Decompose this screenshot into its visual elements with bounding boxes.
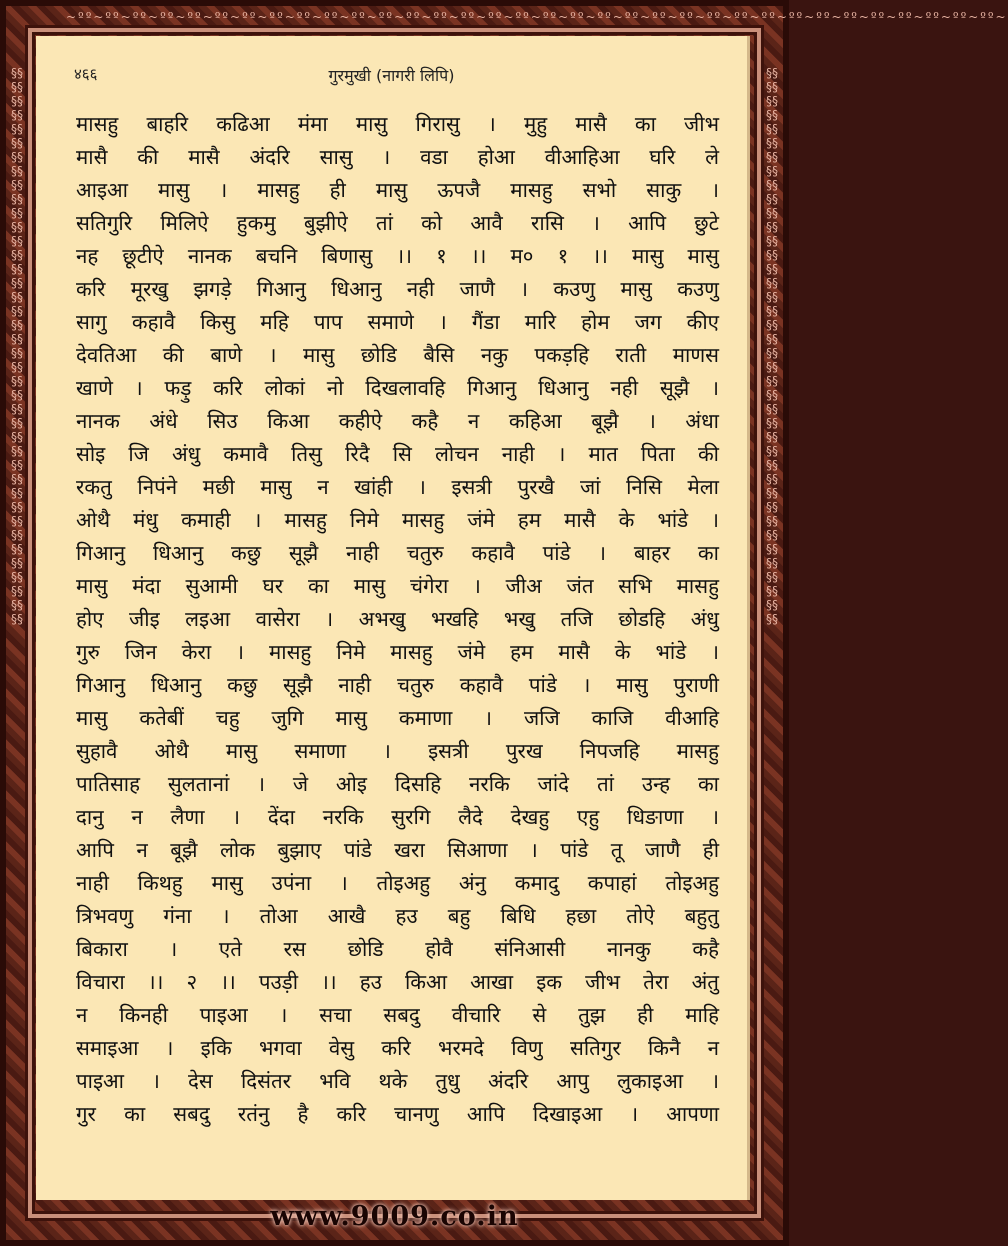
text-line: मासहु बाहरि कढिआ मंमा मासु गिरासु । मुहु मासै का जीभ bbox=[76, 112, 719, 136]
text-line: पातिसाह सुलतानां । जे ओइ दिसहि नरकि जांदे तां उन्ह का bbox=[76, 772, 719, 796]
website-url[interactable]: www.9009.co.in bbox=[270, 1201, 519, 1232]
footer bbox=[0, 1201, 789, 1240]
text-line: आपि न बूझै लोक बुझाए पांडे खरा सिआणा । पांडे तू जाणै ही bbox=[76, 838, 719, 862]
text-line: मासु कतेबीं चहु जुगि मासु कमाणा । जजि काजि वीआहि bbox=[76, 706, 719, 730]
text-line: सोइ जि अंधु कमावै तिसु रिदै सि लोचन नाही । मात पिता की bbox=[76, 442, 719, 466]
text-line: नानक अंधे सिउ किआ कहीऐ कहै न कहिआ बूझै । अंधा bbox=[76, 409, 719, 433]
text-line: मासै की मासै अंदरि सासु । वडा होआ वीआहिआ घरि ले bbox=[76, 145, 719, 169]
text-line: गिआनु धिआनु कछु सूझै नाही चतुरु कहावै पांडे । बाहर का bbox=[76, 541, 719, 565]
text-line: सागु कहावै किसु महि पाप समाणे । गैंडा मारि होम जग कीए bbox=[76, 310, 719, 334]
text-line: सतिगुरि मिलिऐ हुकमु बुझीऐ तां को आवै रासि । आपि छुटे bbox=[76, 211, 719, 235]
text-line: दानु न लैणा । देंदा नरकि सुरगि लैदे देखहु एहु धिङाणा । bbox=[76, 805, 719, 829]
text-line: रकतु निपंने मछी मासु न खांही । इसत्री पुरखै जां निसि मेला bbox=[76, 475, 719, 499]
text-line: न किनही पाइआ । सचा सबदु वीचारि से तुझ ही माहि bbox=[76, 1003, 719, 1027]
text-line: ओथै मंधु कमाही । मासहु निमे मासहु जंमे हम मासै के भांडे । bbox=[76, 508, 719, 532]
text-line: होए जीइ लइआ वासेरा । अभखु भखहि भखु तजि छोडहि अंधु bbox=[76, 607, 719, 631]
text-line: नह छूटीऐ नानक बचनि बिणासु ।। १ ।। म० १ ।। मासु मासु bbox=[76, 244, 719, 268]
frame-ornament-right: §§§§§§§§§§§§§§§§§§§§§§§§§§§§§§§§§§§§§§§§§§§§§§§§§§§§§§§§§§§§§§§§§§§§§§§§§§§§§§§§ bbox=[766, 66, 778, 626]
page-number: ४६६ bbox=[74, 65, 98, 83]
text-line: विचारा ।। २ ।। पउड़ी ।। हउ किआ आखा इक जीभ तेरा अंतु bbox=[76, 970, 719, 994]
scripture-text bbox=[76, 108, 719, 1131]
text-line: पाइआ । देस दिसंतर भवि थके तुधु अंदरि आपु लुकाइआ । bbox=[76, 1069, 719, 1093]
text-line: सुहावै ओथै मासु समाणा । इसत्री पुरख निपजहि मासहु bbox=[76, 739, 719, 763]
text-line: करि मूरखु झगड़े गिआनु धिआनु नही जाणै । कउणु मासु कउणु bbox=[76, 277, 719, 301]
text-line: खाणे । फड़ु करि लोकां नो दिखलावहि गिआनु धिआनु नही सूझै । bbox=[76, 376, 719, 400]
text-line: मासु मंदा सुआमी घर का मासु चंगेरा । जीअ जंत सभि मासहु bbox=[76, 574, 719, 598]
frame-ornament-left: §§§§§§§§§§§§§§§§§§§§§§§§§§§§§§§§§§§§§§§§§§§§§§§§§§§§§§§§§§§§§§§§§§§§§§§§§§§§§§§§ bbox=[11, 66, 23, 626]
frame-ornament-top: ~ºº~ºº~ºº~ºº~ºº~ºº~ºº~ºº~ºº~ºº~ºº~ºº~ºº~ºº~ºº~ºº~ºº~ºº~ºº~ºº~ºº~ºº~ºº~ºº~ºº~ºº~ºº~ºº~ºº~ºº~ºº~ºº~ºº~ºº~ bbox=[66, 10, 1008, 24]
scripture-page bbox=[36, 36, 750, 1200]
text-line: बिकारा । एते रस छोडि होवै संनिआसी नानकु कहै bbox=[76, 937, 719, 961]
text-line: गिआनु धिआनु कछु सूझै नाही चतुरु कहावै पांडे । मासु पुराणी bbox=[76, 673, 719, 697]
text-line: गुर का सबदु रतंनु है करि चानणु आपि दिखाइआ । आपणा bbox=[76, 1102, 719, 1126]
text-line: गुरु जिन केरा । मासहु निमे मासहु जंमे हम मासै के भांडे । bbox=[76, 640, 719, 664]
page-header bbox=[36, 64, 747, 88]
text-line: समाइआ । इकि भगवा वेसु करि भरमदे विणु सतिगुर किनै न bbox=[76, 1036, 719, 1060]
text-line: देवतिआ की बाणे । मासु छोडि बैसि नकु पकड़हि राती माणस bbox=[76, 343, 719, 367]
text-line: आइआ मासु । मासहु ही मासु ऊपजै मासहु सभो साकु । bbox=[76, 178, 719, 202]
text-line: त्रिभवणु गंना । तोआ आखै हउ बहु बिधि हछा तोऐ बहुतु bbox=[76, 904, 719, 928]
page-title: गुरमुखी (नागरी लिपि) bbox=[328, 66, 455, 85]
text-line: नाही किथहु मासु उपंना । तोइअहु अंनु कमादु कपाहां तोइअहु bbox=[76, 871, 719, 895]
